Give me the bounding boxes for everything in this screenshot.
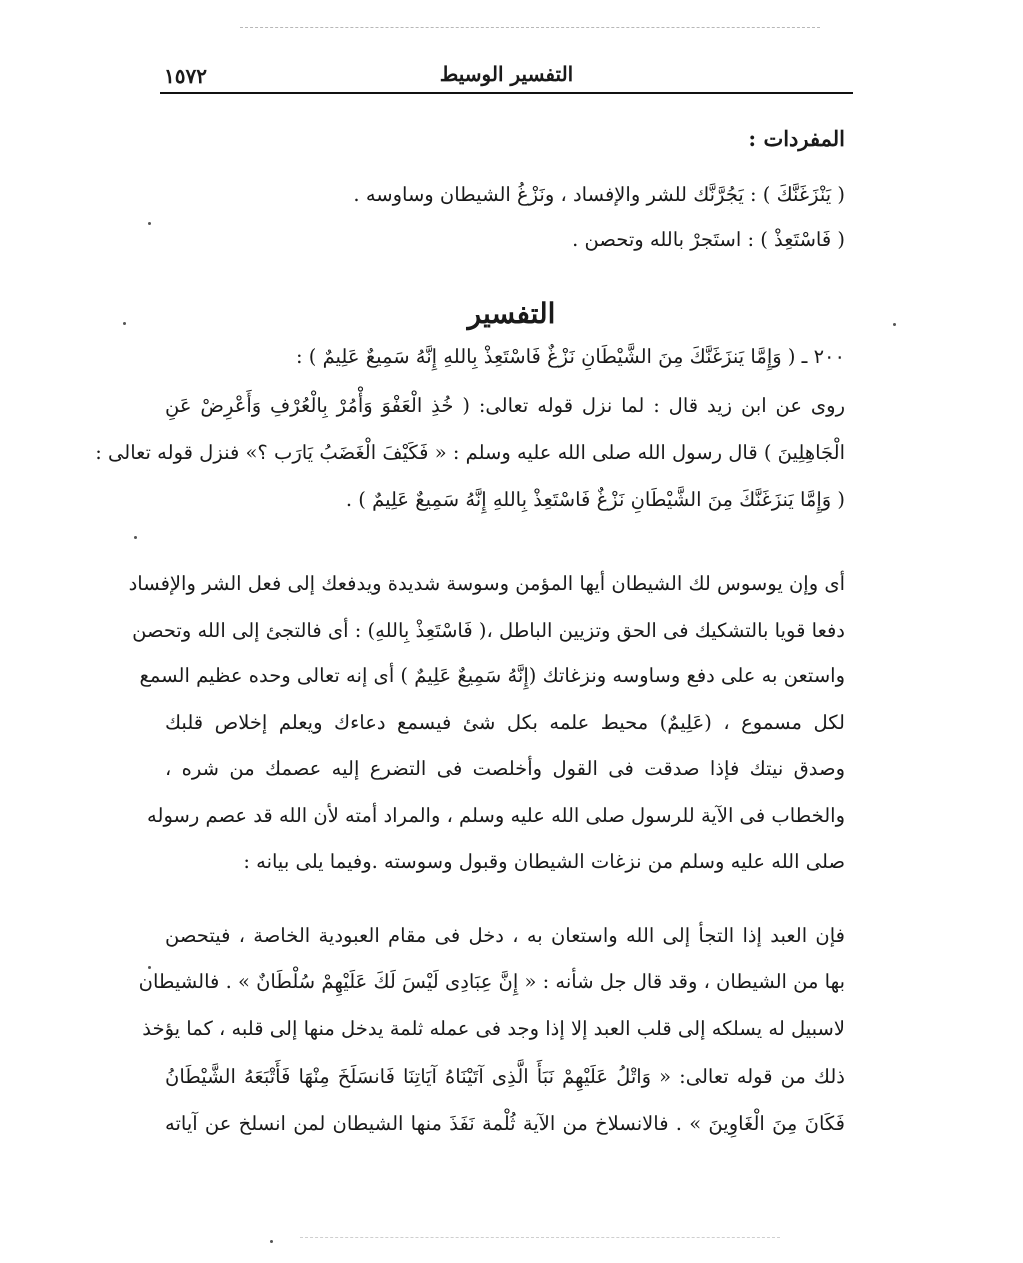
paragraph-line: ( وَإِمَّا يَنزَغَنَّكَ مِنَ الشَّيْطَانِ نَزْغٌ فَاسْتَعِذْ بِاللهِ إِنَّهُ سَمِيعٌ عَلِيمٌ ) . [345, 488, 845, 511]
page-number: ١٥٧٢ [164, 64, 207, 88]
paragraph-line: أى وإن يوسوس لك الشيطان أيها المؤمن وسوسة شديدة ويدفعك إلى فعل الشر والإفساد [128, 572, 845, 595]
page-header [160, 52, 853, 94]
vocabulary-item: ( فَاسْتَعِذْ ) : استَجرْ بالله وتحصن . [572, 228, 845, 251]
paragraph-line: واستعن به على دفع وساوسه ونزغاتك (إِنَّهُ سَمِيعٌ عَلِيمٌ ) أى إنه تعالى وحده عظيم السمع [139, 664, 845, 687]
vocabulary-item: ( يَنْزَغَنَّكَ ) : يَجُرَّنَّك للشر والإفساد ، ونَزْغُ الشيطان وساوسه . [353, 183, 845, 206]
paragraph-line: والخطاب فى الآية للرسول صلى الله عليه وسلم ، والمراد أمته لأن الله قد عصم رسوله [147, 804, 845, 827]
paragraph-line: لكل مسموع ، (عَلِيمٌ) محيط علمه بكل شئ فيسمع دعاءك ويعلم إخلاص قلبك [165, 711, 845, 734]
scan-speck [123, 322, 126, 325]
paragraph-line: صلى الله عليه وسلم من نزغات الشيطان وقبول وسوسته .وفيما يلى بيانه : [243, 850, 845, 873]
paragraph-line: بها من الشيطان ، وقد قال جل شأنه : « إِنَّ عِبَادِى لَيْسَ لَكَ عَلَيْهِمْ سُلْطَانٌ » . فالشيطان [138, 970, 845, 993]
paragraph-line: وصدق نيتك فإذا صدقت فى القول وأخلصت فى التضرع إليه عصمك من شره ، [165, 757, 845, 780]
paragraph-line: الْجَاهِلِينَ ) قال رسول الله صلى الله عليه وسلم : « فَكَيْفَ الْغَضَبُ يَارَب ؟» فنزل قوله تعالى : [95, 441, 845, 464]
scan-speck [134, 536, 137, 539]
scan-speck [148, 966, 151, 969]
paragraph-line: ذلك من قوله تعالى: « وَاتْلُ عَلَيْهِمْ نَبَأَ الَّذِى آتَيْنَاهُ آيَاتِنَا فَانسَلَخَ مِنْهَا فَأَتْبَعَهُ الشَّيْطَانُ [165, 1065, 845, 1088]
top-dashed-rule [240, 27, 820, 28]
paragraph-line: فإن العبد إذا التجأ إلى الله واستعان به ، دخل فى مقام العبودية الخاصة ، فيتحصن [165, 924, 845, 947]
bottom-dashed-rule [300, 1237, 780, 1238]
paragraph-line: فَكَانَ مِنَ الْغَاوِينَ » . فالانسلاخ من الآية ثُلْمة نَفَذَ منها الشيطان لمن انسلخ عن آياته [165, 1112, 845, 1135]
verse-line: ٢٠٠ ـ ( وَإِمَّا يَنزَغَنَّكَ مِنَ الشَّيْطَانِ نَزْغٌ فَاسْتَعِذْ بِاللهِ إِنَّهُ سَمِيعٌ عَلِيمٌ ) : [296, 345, 845, 368]
tafsir-heading: التفسير [467, 297, 556, 330]
paragraph-line: روى عن ابن زيد قال : لما نزل قوله تعالى: ( خُذِ الْعَفْوَ وَأْمُرْ بِالْعُرْفِ وَأَعْرِضْ عَنِ [165, 394, 845, 417]
paragraph-line: دفعا قويا بالتشكيك فى الحق وتزيين الباطل ،( فَاسْتَعِذْ بِاللهِ) : أى فالتجئ إلى الله وتحصن [132, 619, 845, 642]
vocabulary-heading: المفردات : [748, 126, 845, 151]
paragraph-line: لاسبيل له يسلكه إلى قلب العبد إلا إذا وجد فى عمله ثلمة يدخل منها إلى قلبه ، كما يؤخذ [142, 1017, 845, 1040]
running-title: التفسير الوسيط [439, 62, 574, 86]
scan-speck [148, 222, 151, 225]
scan-speck [270, 1240, 273, 1243]
scan-speck [893, 323, 896, 326]
